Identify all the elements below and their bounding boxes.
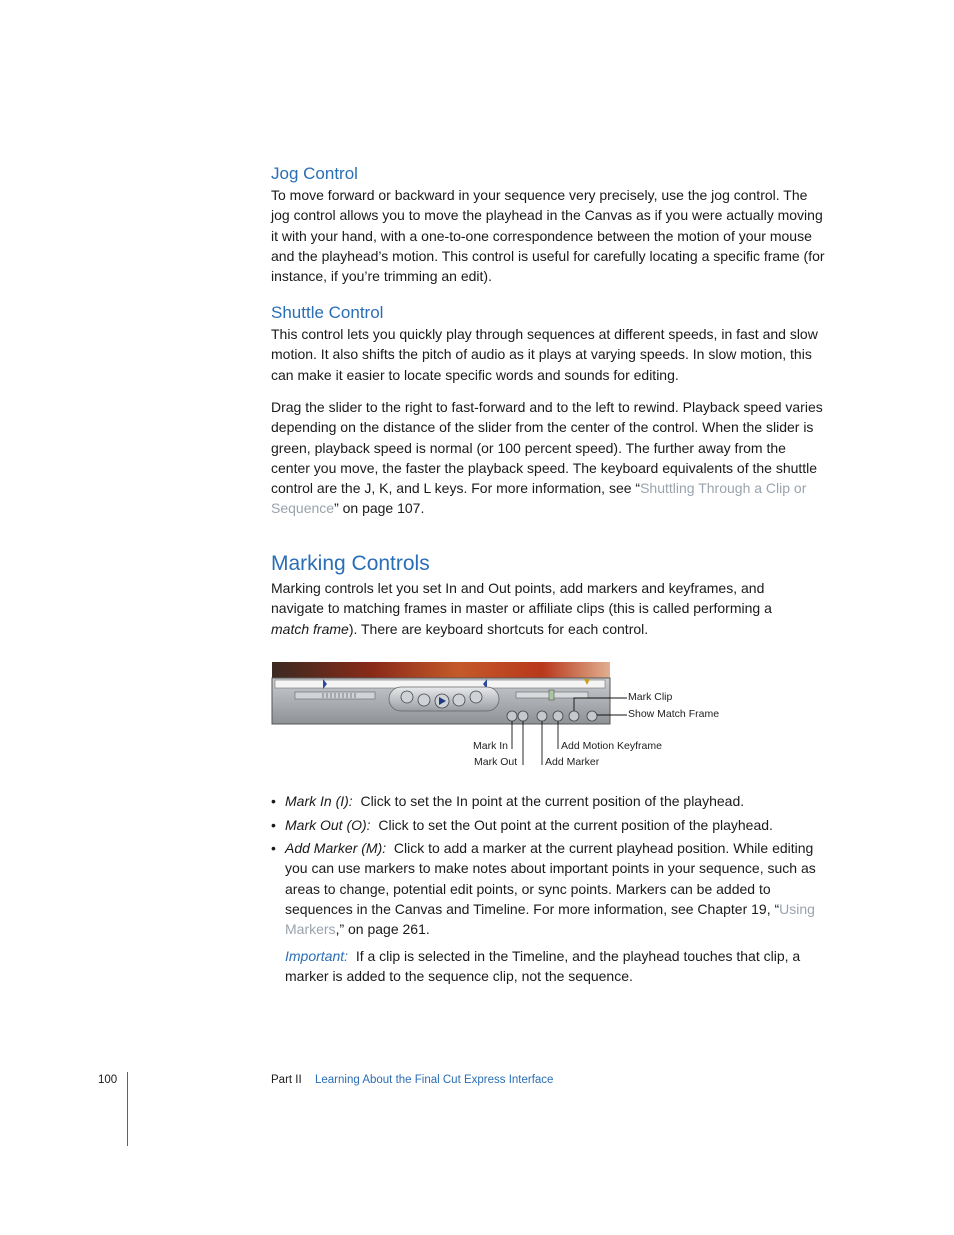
label-mark-in: Mark In — [473, 740, 509, 752]
marking-controls-figure — [271, 661, 731, 773]
using-markers-link[interactable]: Using Markers — [285, 900, 815, 938]
footer-part: Part II — [271, 1074, 302, 1086]
show-match-frame-button[interactable] — [587, 711, 597, 721]
add-marker-button[interactable] — [537, 711, 547, 721]
shuttle-control-heading: Shuttle Control — [271, 303, 384, 322]
shuttle-slider-thumb[interactable] — [549, 690, 554, 700]
jog-control-body: To move forward or backward in your sequence very precisely, use the jog control. The jog control allows you to move the playhead in the Canvas as if you were actually moving it with your hand, with a one-to-one correspondence between the motion of your mouse and the playhead’s motion. This control is useful for carefully locating a specific frame (for instance, if you’re trimming an edit). — [271, 187, 825, 285]
next-edit-button[interactable] — [470, 691, 482, 703]
shuttle-control-para1: This control lets you quickly play through sequences at different speeds, in fast and slow motion. It also shifts the pitch of audio as it plays at varying speeds. In slow motion, this can make it easier to locate specific words and sounds for editing. — [271, 326, 818, 383]
jog-control-heading: Jog Control — [271, 164, 358, 183]
prev-edit-button[interactable] — [401, 691, 413, 703]
label-show-match-frame: Show Match Frame — [628, 708, 720, 720]
label-mark-clip: Mark Clip — [628, 691, 673, 703]
mark-out-button[interactable] — [518, 711, 528, 721]
label-add-marker: Add Marker — [545, 756, 600, 768]
shuttle-control-para2: Drag the slider to the right to fast-forward and to the left to rewind. Playback speed varies depending on the distance of the slider from the center of the control. When the slider is green, playback speed is normal (or 100 percent speed). The further away from the center you move, the faster the playback speed. The keyboard equivalents of the shuttle control are the J, K, and L keys. For more information, see “Shuttling Through a Clip or Sequence” on page 107. — [271, 399, 823, 517]
play-around-button[interactable] — [453, 694, 465, 706]
footer-rule — [127, 1072, 128, 1146]
marking-controls-intro: Marking controls let you set In and Out points, add markers and keyframes, and navigate to matching frames in master or affiliate clips (this is called performing a match frame). There are keyboard shortcuts for each control. — [271, 580, 772, 637]
page-number: 100 — [98, 1074, 118, 1086]
footer-title: Learning About the Final Cut Express Interface — [315, 1074, 554, 1086]
mark-in-button[interactable] — [507, 711, 517, 721]
mark-clip-button[interactable] — [569, 711, 579, 721]
play-in-to-out-button[interactable] — [418, 694, 430, 706]
shuttling-link[interactable]: Shuttling Through a Clip or Sequence — [271, 480, 807, 517]
add-motion-keyframe-button[interactable] — [553, 711, 563, 721]
label-mark-out: Mark Out — [474, 756, 518, 768]
label-add-motion-keyframe: Add Motion Keyframe — [561, 740, 662, 752]
marking-controls-heading: Marking Controls — [271, 552, 430, 575]
important-note: Important: If a clip is selected in the Timeline, and the playhead touches that clip, a marker is added to the sequence clip, not the sequence. — [285, 948, 801, 985]
